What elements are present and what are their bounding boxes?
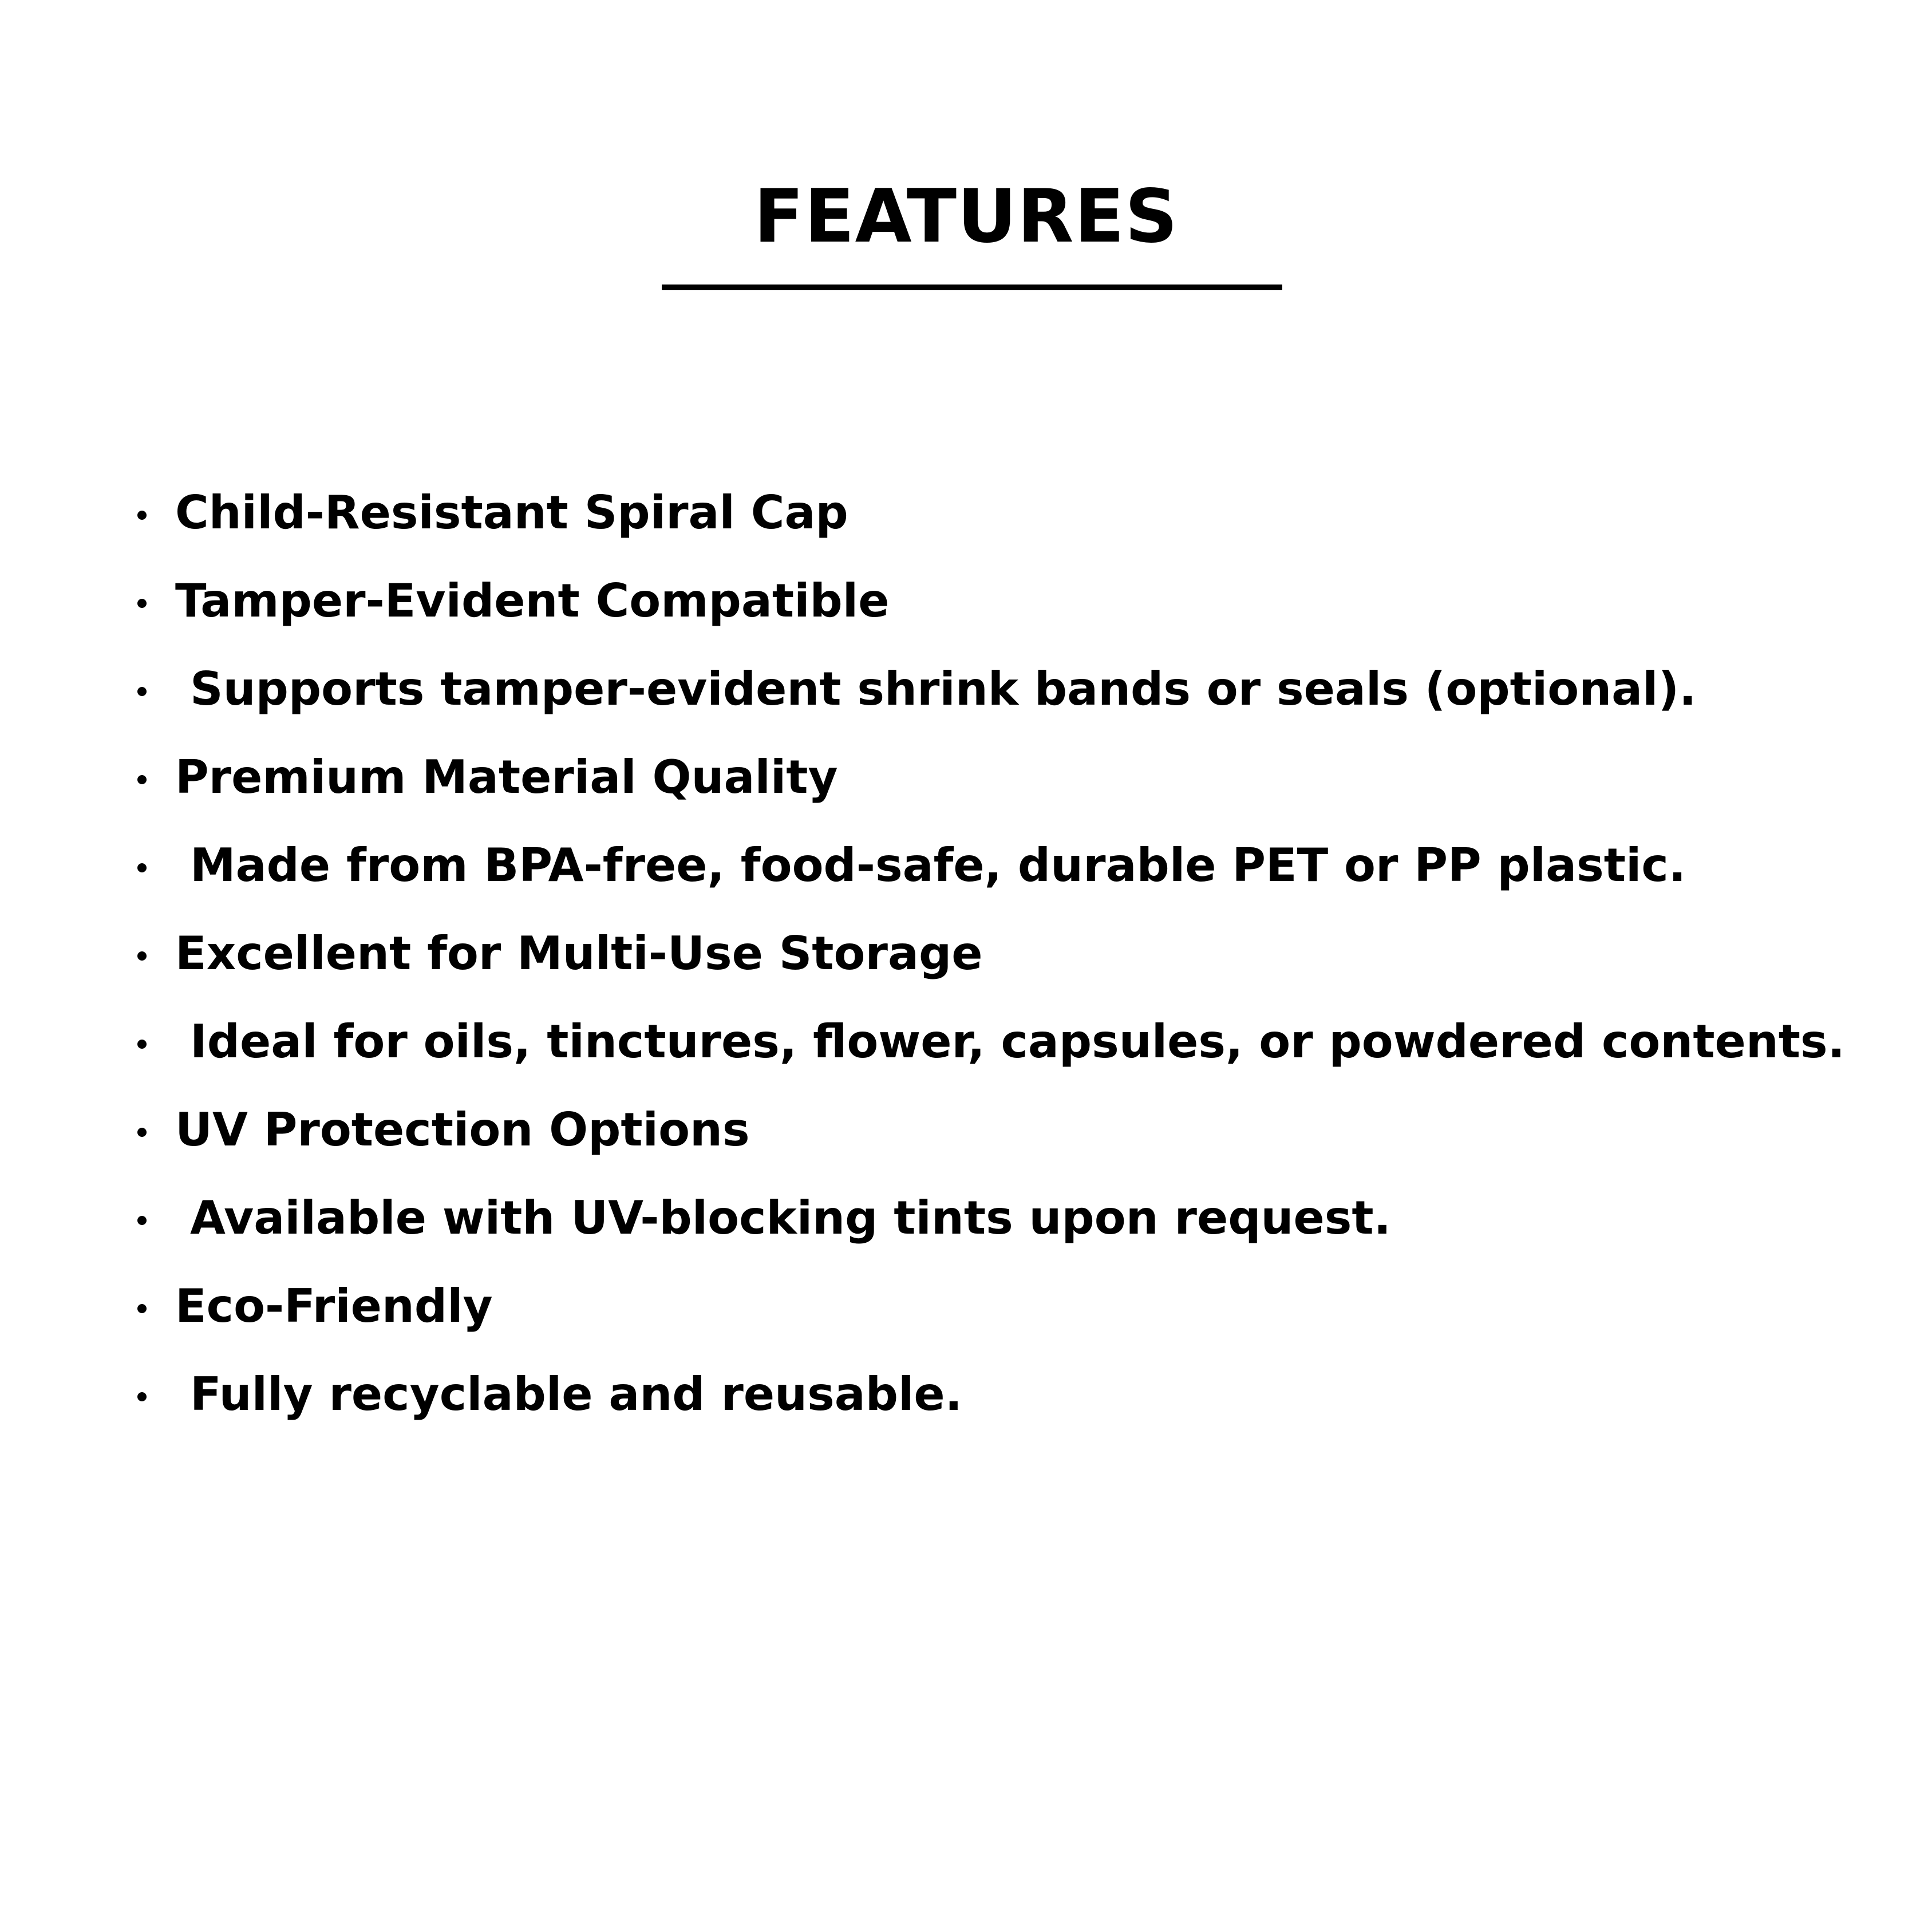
- feature-item-child-resistant: [137, 486, 1889, 578]
- bullet-icon: [137, 511, 147, 520]
- bullet-icon: [137, 1304, 147, 1313]
- page-title: FEATURES: [753, 174, 1179, 259]
- bullet-icon: [137, 775, 147, 784]
- feature-item-uv-protection: [137, 1103, 1889, 1195]
- feature-text: Supports tamper-evident shrink bands or seals (optional).: [190, 662, 1697, 716]
- bullet-icon: [137, 1128, 147, 1137]
- title-underline: [662, 285, 1282, 290]
- feature-text: Made from BPA-free, food-safe, durable PET or PP plastic.: [190, 839, 1686, 892]
- feature-text: Eco-Friendly: [175, 1279, 493, 1333]
- bullet-icon: [137, 863, 147, 872]
- feature-detail-tamper-evident: [137, 662, 1889, 754]
- bullet-icon: [137, 687, 147, 696]
- bullet-icon: [137, 1040, 147, 1049]
- feature-text: Excellent for Multi-Use Storage: [175, 927, 983, 980]
- feature-text: Tamper-Evident Compatible: [175, 574, 890, 627]
- feature-item-tamper-evident: [137, 574, 1889, 666]
- feature-item-eco-friendly: [137, 1279, 1889, 1372]
- feature-text: UV Protection Options: [175, 1103, 750, 1156]
- feature-text: Premium Material Quality: [175, 750, 838, 804]
- feature-detail-eco-friendly: [137, 1368, 1889, 1460]
- bullet-icon: [137, 1216, 147, 1225]
- bullet-icon: [137, 951, 147, 961]
- feature-detail-material-quality: [137, 839, 1889, 931]
- feature-text: Fully recyclable and reusable.: [190, 1368, 963, 1421]
- feature-detail-uv-protection: [137, 1191, 1889, 1283]
- feature-item-material-quality: [137, 750, 1889, 843]
- bullet-icon: [137, 1392, 147, 1401]
- feature-text: Child-Resistant Spiral Cap: [175, 486, 848, 539]
- feature-text: Available with UV-blocking tints upon request.: [190, 1191, 1391, 1244]
- feature-detail-multi-use-storage: [137, 1015, 1889, 1107]
- bullet-icon: [137, 599, 147, 608]
- feature-text: Ideal for oils, tinctures, flower, capsules, or powdered contents.: [190, 1015, 1846, 1068]
- feature-list: [137, 486, 1889, 1460]
- feature-item-multi-use-storage: [137, 927, 1889, 1019]
